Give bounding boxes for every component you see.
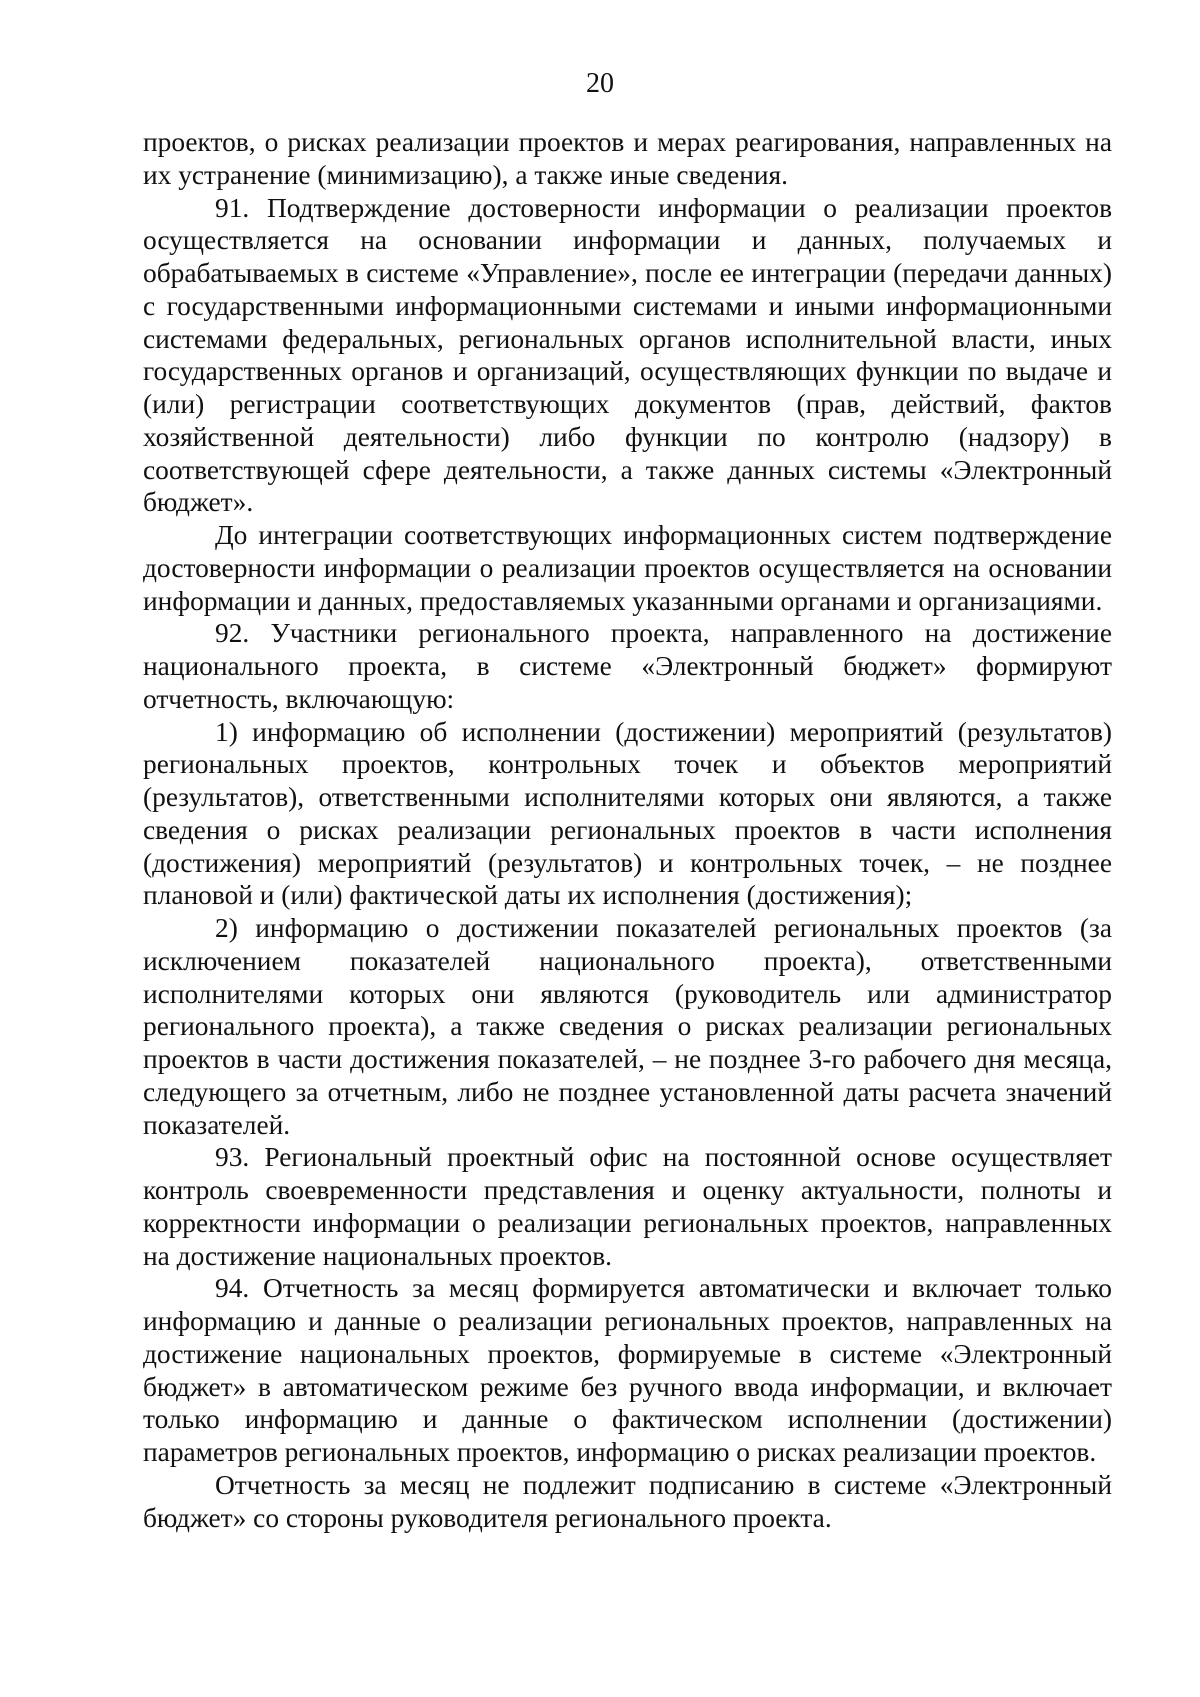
paragraph-91: 91. Подтверждение достоверности информации о реализации проектов осуществляется на основании информации и данных, получаемых и обрабатываемых в системе «Управление», после ее интеграции (передачи данных) с государственными информационными системами и иными информационными системами федеральных, региональных органов исполнительной власти, иных государственных органов и организаций, осуществляющих функции по выдаче и (или) регистрации соответствующих документов (прав, действий, фактов хозяйственной деятельности) либо функции по контролю (надзору) в соответствующей сфере деятельности, а также данных системы «Электронный бюджет».	[143, 192, 1112, 518]
paragraph-92-item-2: 2) информацию о достижении показателей региональных проектов (за исключением показателей национального проекта), ответственными исполнителями которых они являются (руководитель или администратор регионального проекта), а также сведения о рисках реализации региональных проектов в части достижения показателей, – не позднее 3-го рабочего дня месяца, следующего за отчетным, либо не позднее установленной даты расчета значений показателей.	[143, 913, 1112, 1140]
document-body	[143, 126, 1112, 1534]
paragraph-93: 93. Региональный проектный офис на постоянной основе осуществляет контроль своевременности представления и оценку актуальности, полноты и корректности информации о реализации региональных проектов, направленных на достижение национальных проектов.	[143, 1142, 1112, 1271]
paragraph-continuation: проектов, о рисках реализации проектов и мерах реагирования, направленных на их устранение (минимизацию), а также иные сведения.	[143, 127, 1112, 190]
paragraph-92-item-1: 1) информацию об исполнении (достижении) мероприятий (результатов) региональных проектов, контрольных точек и объектов мероприятий (результатов), ответственными исполнителями которых они являются, а также сведения о рисках реализации региональных проектов в части исполнения (достижения) мероприятий (результатов) и контрольных точек, – не позднее плановой и (или) фактической даты их исполнения (достижения);	[143, 716, 1112, 911]
paragraph-94-signing: Отчетность за месяц не подлежит подписанию в системе «Электронный бюджет» со стороны руководителя регионального проекта.	[143, 1469, 1112, 1533]
paragraph-91-integration: До интеграции соответствующих информационных систем подтверждение достоверности информации о реализации проектов осуществляется на основании информации и данных, предоставляемых указанными органами и организациями.	[143, 520, 1112, 616]
page-number: 20	[586, 68, 614, 99]
paragraph-92: 92. Участники регионального проекта, направленного на достижение национального проекта, в системе «Электронный бюджет» формируют отчетность, включающую:	[143, 618, 1112, 714]
paragraph-94: 94. Отчетность за месяц формируется автоматически и включает только информацию и данные о реализации региональных проектов, направленных на достижение национальных проектов, формируемые в системе «Электронный бюджет» в автоматическом режиме без ручного ввода информации, и включает только информацию и данные о фактическом исполнении (достижении) параметров региональных проектов, информацию о рисках реализации проектов.	[143, 1273, 1112, 1467]
